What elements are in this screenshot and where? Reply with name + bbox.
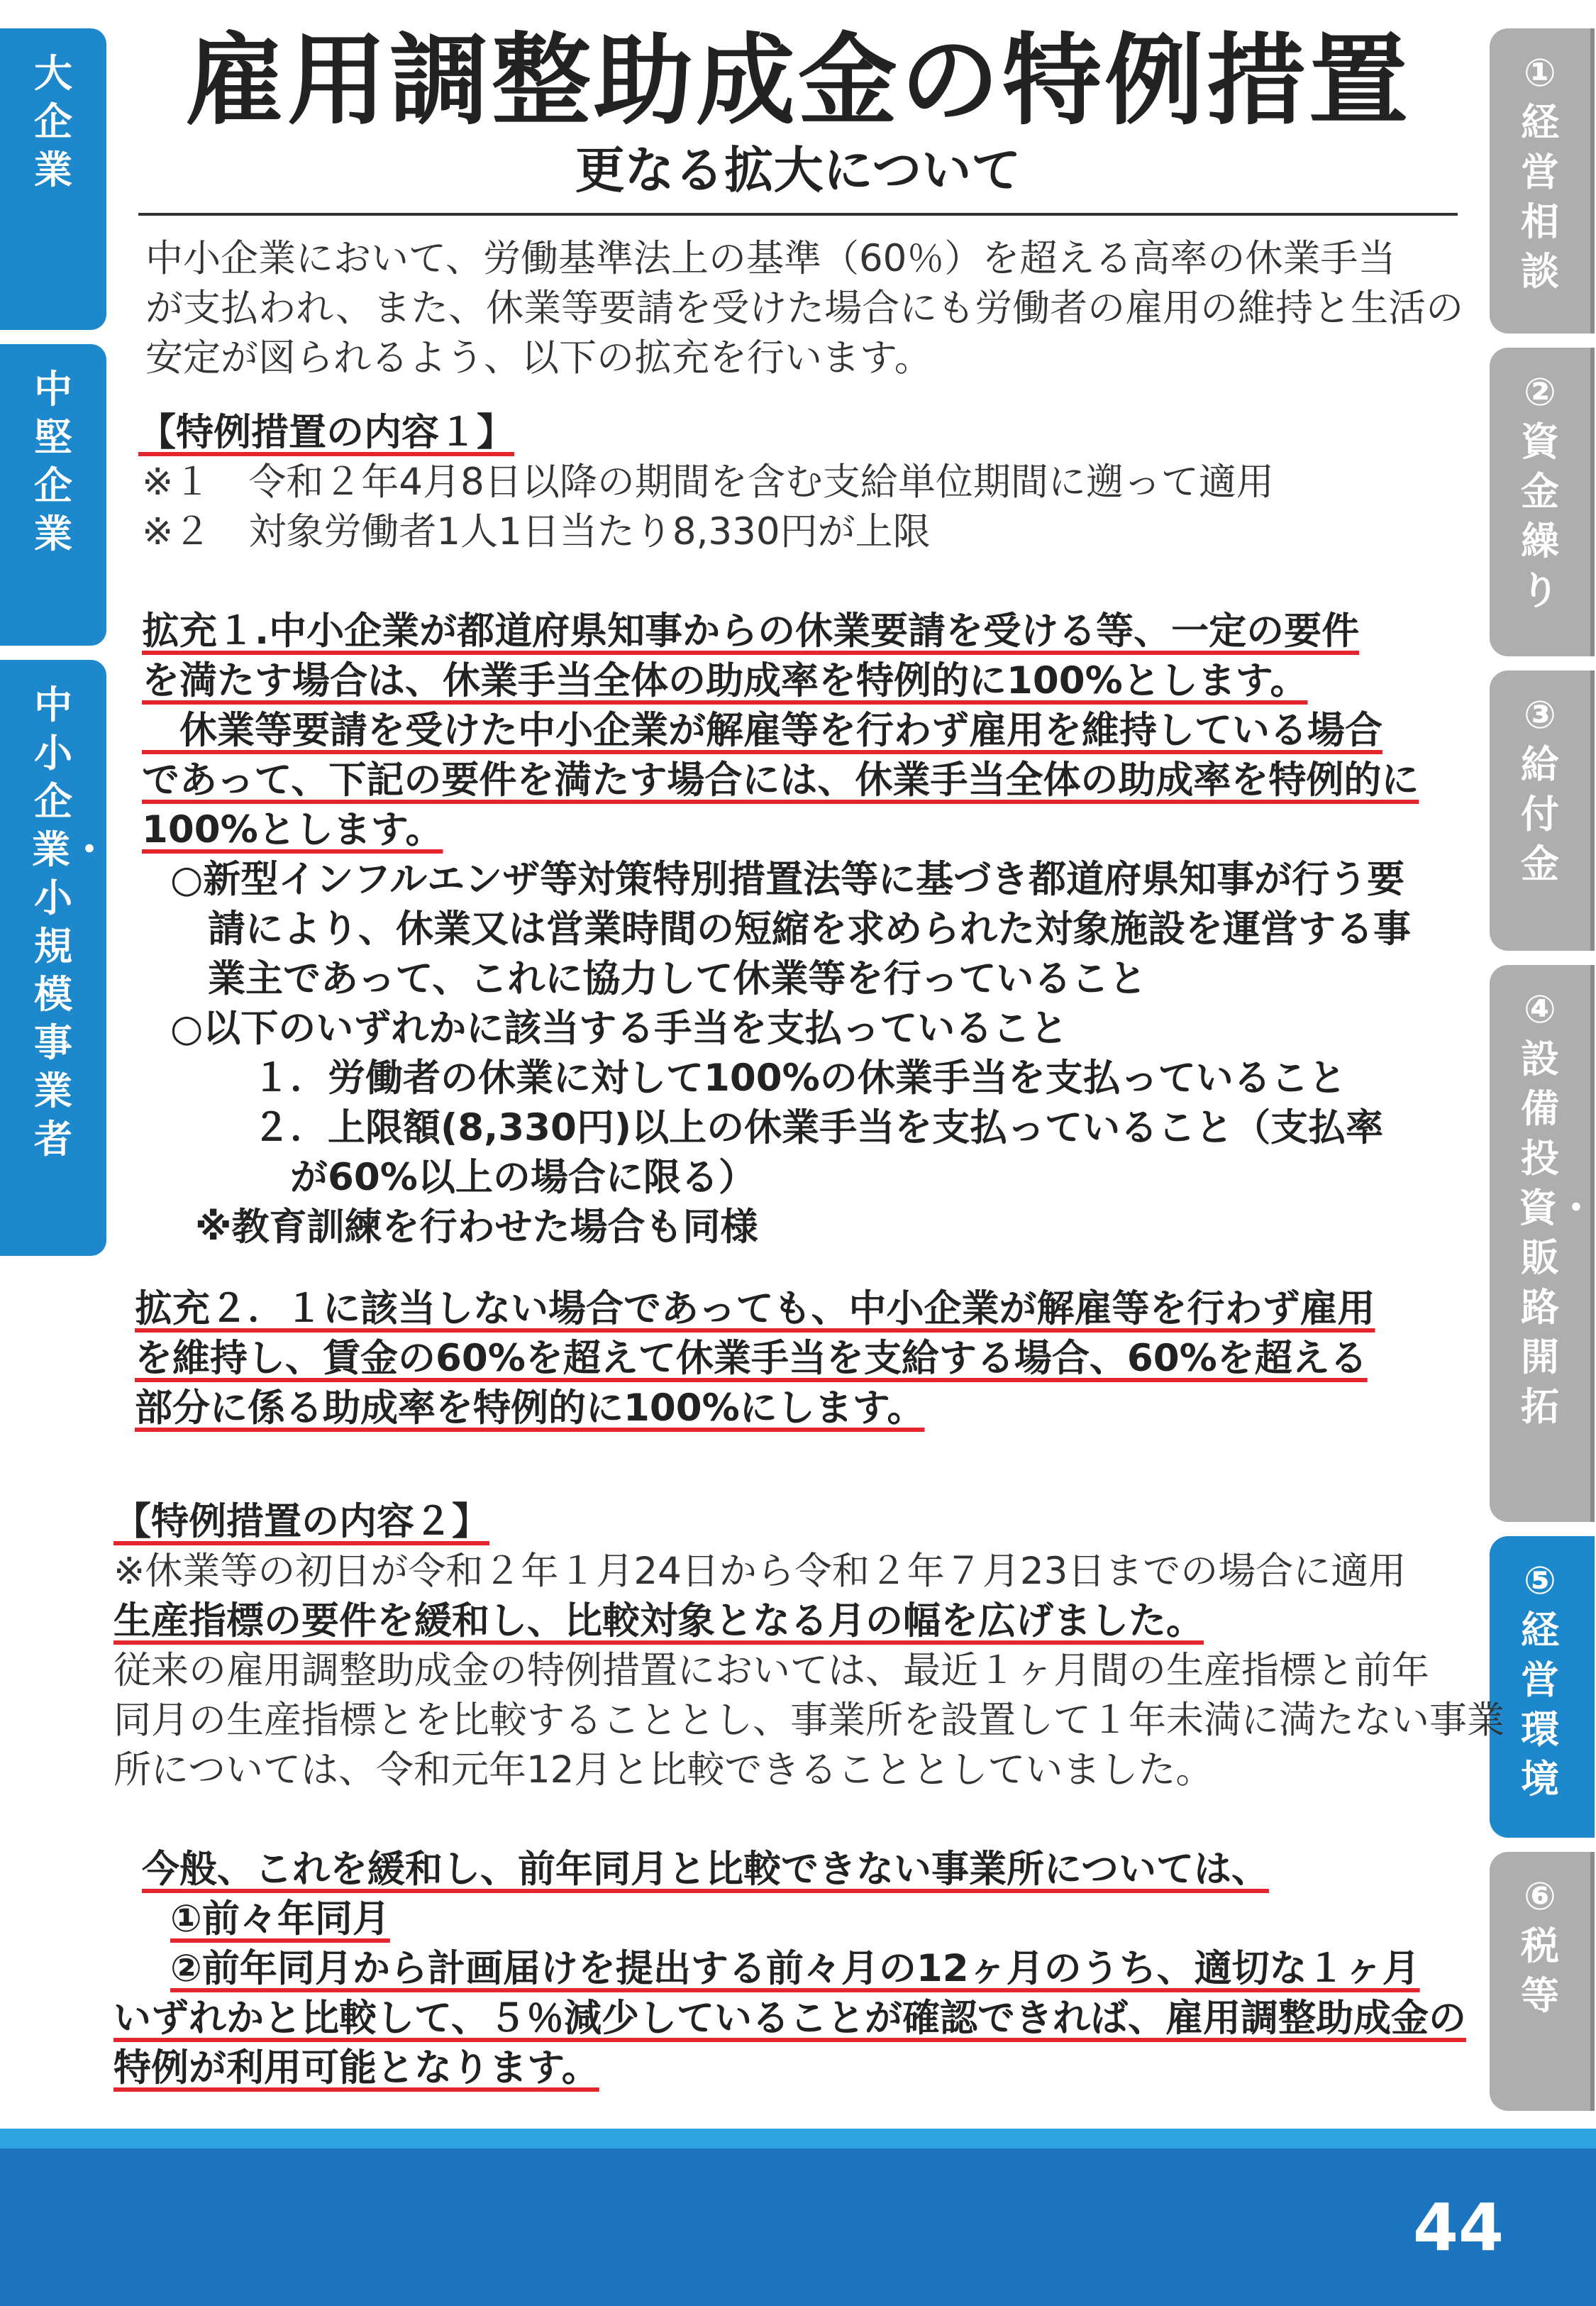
page-number: 44: [1412, 2190, 1504, 2266]
tab-business-environment[interactable]: [1490, 1536, 1595, 1838]
relax-line: 特例が利用可能となります。: [113, 2046, 599, 2090]
side-tab-sme[interactable]: [0, 660, 109, 1256]
tab-label: ④設備投資・販路開拓: [1519, 987, 1595, 1429]
section1-heading: 【特例措置の内容１】: [138, 411, 514, 454]
tab-tax[interactable]: [1490, 1852, 1595, 2111]
footer-accent-band: [0, 2129, 1596, 2148]
tab-label: ⑥税等: [1521, 1874, 1559, 2018]
tab-capital-investment[interactable]: [1490, 965, 1595, 1522]
expansion1-line: 休業等要請を受けた中小企業が解雇等を行わず雇用を維持している場合: [142, 709, 1382, 752]
footer-band: [0, 2148, 1596, 2306]
expansion1-line: であって、下記の要件を満たす場合には、休業手当全体の助成率を特例的に: [142, 758, 1419, 802]
tab-business-consultation[interactable]: [1490, 28, 1595, 333]
section2-body-line: 所については、令和元年12月と比較できることとしていました。: [113, 1748, 1214, 1792]
side-tab-midsize-enterprise[interactable]: [0, 344, 106, 646]
section1-note: ※２ 対象労働者1人1日当たり8,330円が上限: [142, 510, 931, 553]
relax-line: いずれかと比較して、５％減少していることが確認できれば、雇用調整助成金の: [113, 1997, 1466, 2040]
relax-line: ①前々年同月: [170, 1897, 390, 1941]
condition-line: ○新型インフルエンザ等対策特別措置法等に基づき都道府県知事が行う要: [170, 858, 1405, 901]
side-tab-label: 大企業: [34, 51, 72, 192]
expansion1-line: 拡充１.中小企業が都道府県知事からの休業要請を受ける等、一定の要件: [142, 609, 1360, 653]
section2-body-line: 同月の生産指標とを比較することとし、事業所を設置して１年未満に満たない事業: [113, 1699, 1504, 1742]
tab-benefits[interactable]: [1490, 671, 1595, 951]
intro-line: 安定が図られるよう、以下の拡充を行います。: [145, 336, 932, 380]
section2-body-line: 従来の雇用調整助成金の特例措置においては、最近１ヶ月間の生産指標と前年: [113, 1649, 1429, 1692]
relax-line: ②前年同月から計画届けを提出する前々月の12ヶ月のうち、適切な１ヶ月: [170, 1947, 1420, 1990]
section2-lead: 生産指標の要件を緩和し、比較対象となる月の幅を広げました。: [113, 1599, 1204, 1643]
expansion2-line: 部分に係る助成率を特例的に100%にします。: [135, 1386, 925, 1430]
condition-line: １．労働者の休業に対して100%の休業手当を支払っていること: [177, 1057, 1346, 1100]
condition-line: ※教育訓練を行わせた場合も同様: [195, 1206, 758, 1249]
section1-note: ※１ 令和２年4月8日以降の期間を含む支給単位期間に遡って適用: [142, 460, 1274, 504]
side-tab-label: 中小企業・小規模事業者: [32, 683, 109, 1162]
section2-heading: 【特例措置の内容２】: [113, 1500, 489, 1543]
tab-label: ⑤経営環境: [1521, 1558, 1559, 1802]
side-tab-large-enterprise[interactable]: [0, 28, 106, 330]
intro-line: が支払われ、また、休業等要請を受けた場合にも労働者の雇用の維持と生活の: [145, 287, 1464, 330]
page-title: 雇用調整助成金の特例措置: [184, 23, 1411, 139]
title-divider: [138, 213, 1458, 216]
intro-line: 中小企業において、労働基準法上の基準（60％）を超える高率の休業手当: [145, 237, 1396, 280]
condition-line: ２．上限額(8,330円)以上の休業手当を支払っていること（支払率: [177, 1106, 1384, 1149]
tab-label: ②資金繰り: [1521, 370, 1559, 613]
expansion1-line: を満たす場合は、休業手当全体の助成率を特例的に100%とします。: [142, 659, 1308, 702]
side-tab-label: 中堅企業: [34, 367, 72, 556]
tab-financing[interactable]: [1490, 348, 1595, 656]
relax-line: 今般、これを緩和し、前年同月と比較できない事業所については、: [142, 1848, 1269, 1891]
tab-label: ①経営相談: [1521, 50, 1559, 294]
expansion2-line: を維持し、賃金の60%を超えて休業手当を支給する場合、60%を超える: [135, 1337, 1368, 1380]
section2-note: ※休業等の初日が令和２年１月24日から令和２年７月23日までの場合に適用: [113, 1550, 1407, 1593]
expansion2-line: 拡充２．１に該当しない場合であっても、中小企業が解雇等を行わず雇用: [135, 1287, 1375, 1330]
expansion1-line: 100%とします。: [142, 808, 443, 851]
condition-line: 業主であって、これに協力して休業等を行っていること: [170, 957, 1147, 1000]
condition-line: が60%以上の場合に限る）: [177, 1156, 756, 1199]
condition-line: 請により、休業又は営業時間の短縮を求められた対象施設を運営する事: [170, 907, 1411, 951]
tab-label: ③給付金: [1521, 693, 1559, 886]
condition-line: ○以下のいずれかに該当する手当を支払っていること: [170, 1007, 1068, 1050]
page-subtitle: 更なる拡大について: [575, 141, 1021, 199]
